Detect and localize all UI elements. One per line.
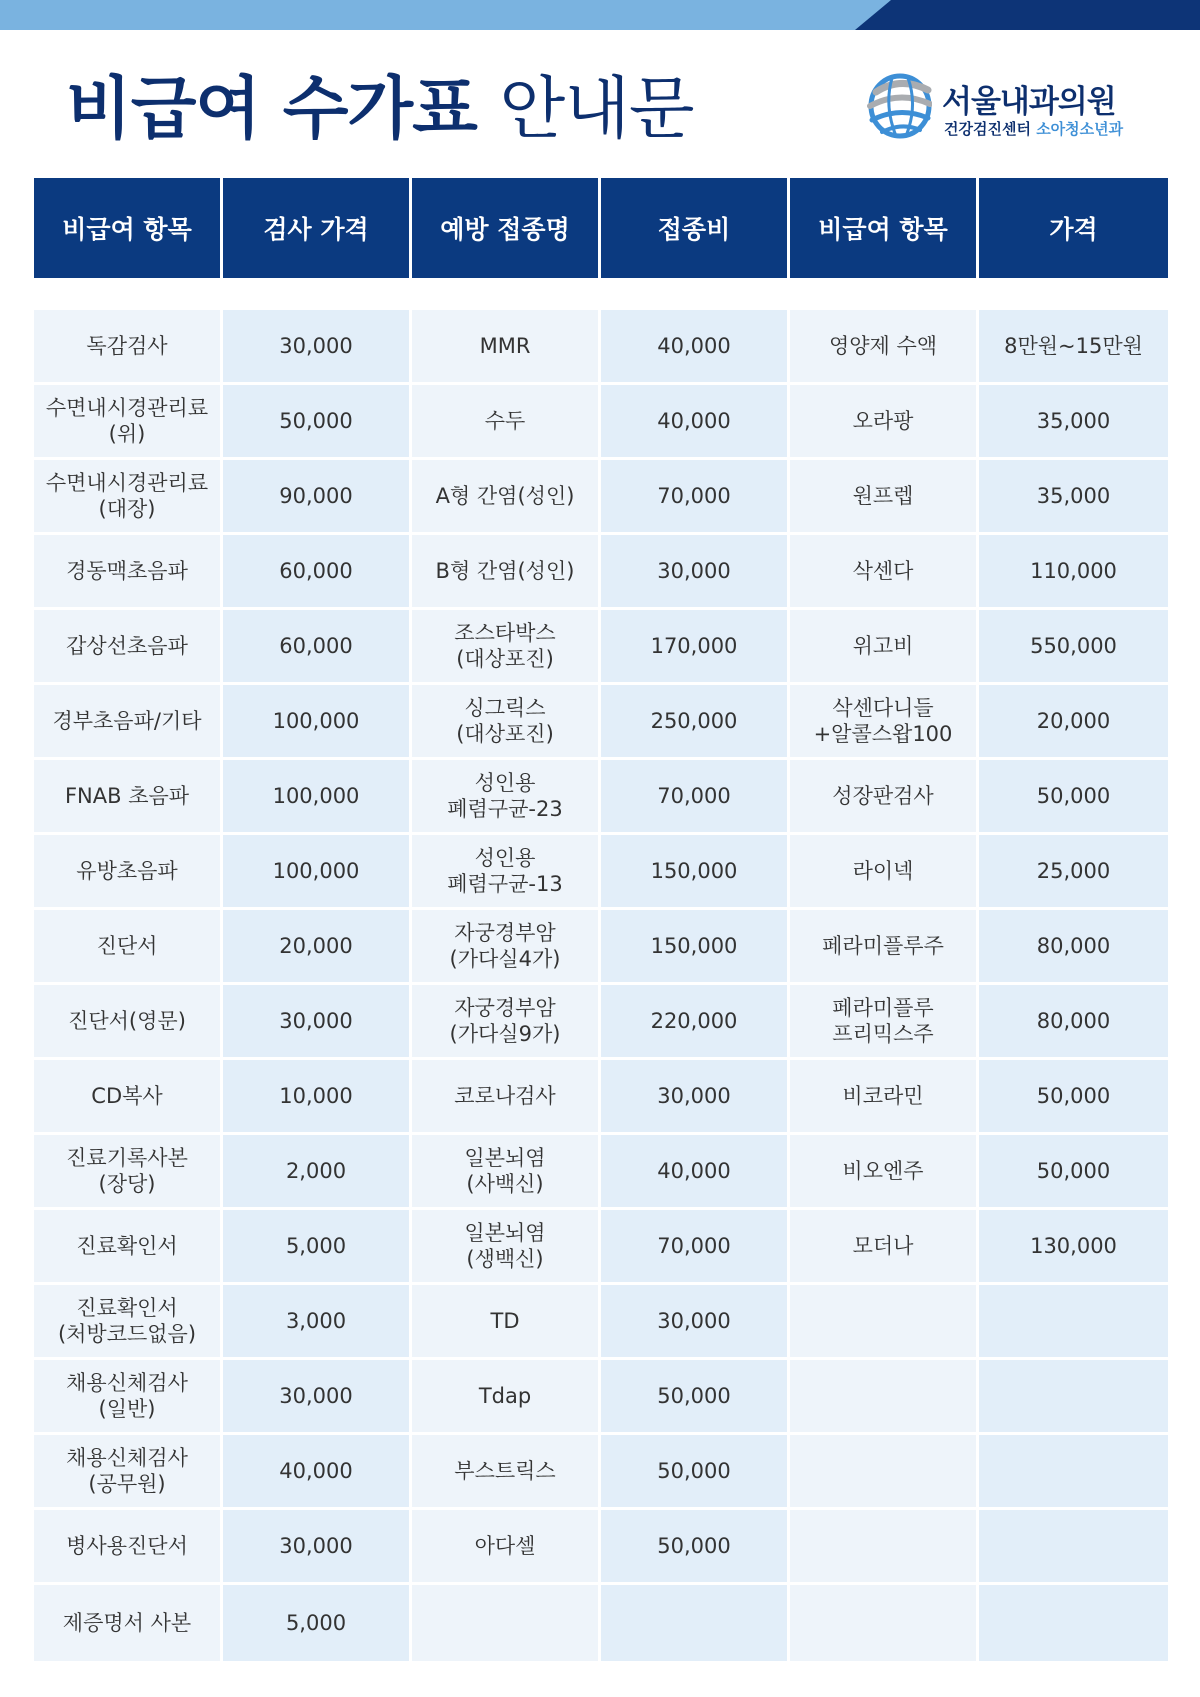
page-title-bold: 비급여 수가표 xyxy=(66,70,477,149)
table-row xyxy=(34,1210,1168,1285)
cell-item-name-2 xyxy=(790,1435,979,1510)
cell-price xyxy=(979,1585,1168,1664)
cell-price: 50,000 xyxy=(979,1135,1168,1210)
header-noncovered-item-2: 비급여 항목 xyxy=(790,178,979,278)
cell-item-name: 경부초음파/기타 xyxy=(34,685,223,760)
cell-price: 50,000 xyxy=(979,1060,1168,1135)
page-title-light: 안내문 xyxy=(499,70,694,149)
table-row xyxy=(34,1135,1168,1210)
cell-vaccine-fee: 70,000 xyxy=(601,760,790,835)
cell-test-price: 10,000 xyxy=(223,1060,412,1135)
cell-vaccine-fee: 40,000 xyxy=(601,310,790,385)
cell-vaccine-name: 싱그릭스 (대상포진) xyxy=(412,685,601,760)
cell-vaccine-name: 자궁경부암 (가다실9가) xyxy=(412,985,601,1060)
table-row xyxy=(34,1285,1168,1360)
cell-vaccine-name: TD xyxy=(412,1285,601,1360)
cell-test-price: 100,000 xyxy=(223,685,412,760)
cell-price xyxy=(979,1285,1168,1360)
cell-test-price: 30,000 xyxy=(223,1360,412,1435)
cell-item-name-2: 페라미플루 프리믹스주 xyxy=(790,985,979,1060)
cell-test-price: 60,000 xyxy=(223,535,412,610)
cell-vaccine-name: A형 간염(성인) xyxy=(412,460,601,535)
clinic-logo xyxy=(862,70,1182,146)
cell-vaccine-fee: 30,000 xyxy=(601,1285,790,1360)
cell-item-name: 독감검사 xyxy=(34,310,223,385)
cell-item-name-2: 원프렙 xyxy=(790,460,979,535)
table-row xyxy=(34,910,1168,985)
cell-vaccine-name: 자궁경부암 (가다실4가) xyxy=(412,910,601,985)
cell-price: 35,000 xyxy=(979,385,1168,460)
cell-item-name: 진료확인서 xyxy=(34,1210,223,1285)
cell-price: 25,000 xyxy=(979,835,1168,910)
cell-test-price: 30,000 xyxy=(223,985,412,1060)
cell-vaccine-name xyxy=(412,1585,601,1664)
cell-price xyxy=(979,1435,1168,1510)
cell-test-price: 60,000 xyxy=(223,610,412,685)
cell-test-price: 90,000 xyxy=(223,460,412,535)
cell-vaccine-fee: 40,000 xyxy=(601,385,790,460)
cell-item-name: 진료확인서 (처방코드없음) xyxy=(34,1285,223,1360)
header-test-price: 검사 가격 xyxy=(223,178,412,278)
cell-item-name-2 xyxy=(790,1360,979,1435)
cell-vaccine-fee: 70,000 xyxy=(601,1210,790,1285)
cell-vaccine-fee: 30,000 xyxy=(601,535,790,610)
cell-item-name-2: 비오엔주 xyxy=(790,1135,979,1210)
cell-item-name: 진단서 xyxy=(34,910,223,985)
cell-item-name-2 xyxy=(790,1585,979,1664)
cell-vaccine-name: 성인용 폐렴구균-23 xyxy=(412,760,601,835)
cell-test-price: 5,000 xyxy=(223,1210,412,1285)
cell-price: 20,000 xyxy=(979,685,1168,760)
clinic-subtitle xyxy=(944,118,1123,139)
clinic-subtitle-main: 건강검진센터 xyxy=(944,120,1031,138)
cell-vaccine-name: 수두 xyxy=(412,385,601,460)
cell-item-name: 제증명서 사본 xyxy=(34,1585,223,1664)
cell-test-price: 50,000 xyxy=(223,385,412,460)
table-body xyxy=(34,278,1168,1664)
cell-price: 110,000 xyxy=(979,535,1168,610)
cell-item-name: 갑상선초음파 xyxy=(34,610,223,685)
cell-item-name-2: 비코라민 xyxy=(790,1060,979,1135)
cell-test-price: 30,000 xyxy=(223,1510,412,1585)
table-row xyxy=(34,535,1168,610)
cell-item-name: 병사용진단서 xyxy=(34,1510,223,1585)
cell-vaccine-name: 아다셀 xyxy=(412,1510,601,1585)
header-vaccine-fee: 접종비 xyxy=(601,178,790,278)
cell-vaccine-fee xyxy=(601,1585,790,1664)
cell-item-name-2 xyxy=(790,1510,979,1585)
cell-item-name: 채용신체검사 (공무원) xyxy=(34,1435,223,1510)
cell-item-name: 경동맥초음파 xyxy=(34,535,223,610)
cell-item-name-2: 페라미플루주 xyxy=(790,910,979,985)
cell-vaccine-fee: 50,000 xyxy=(601,1360,790,1435)
cell-test-price: 2,000 xyxy=(223,1135,412,1210)
cell-item-name: 채용신체검사 (일반) xyxy=(34,1360,223,1435)
cell-price: 130,000 xyxy=(979,1210,1168,1285)
cell-item-name: 수면내시경관리료 (대장) xyxy=(34,460,223,535)
cell-test-price: 3,000 xyxy=(223,1285,412,1360)
header-gap-cell xyxy=(34,278,1168,310)
cell-test-price: 30,000 xyxy=(223,310,412,385)
cell-item-name-2: 위고비 xyxy=(790,610,979,685)
table-row xyxy=(34,1435,1168,1510)
cell-vaccine-name: 일본뇌염 (생백신) xyxy=(412,1210,601,1285)
table-row xyxy=(34,610,1168,685)
cell-vaccine-fee: 220,000 xyxy=(601,985,790,1060)
cell-item-name: 진단서(영문) xyxy=(34,985,223,1060)
table-row xyxy=(34,685,1168,760)
cell-vaccine-name: MMR xyxy=(412,310,601,385)
cell-vaccine-fee: 70,000 xyxy=(601,460,790,535)
cell-item-name-2: 영양제 수액 xyxy=(790,310,979,385)
cell-price: 50,000 xyxy=(979,760,1168,835)
table-row xyxy=(34,1510,1168,1585)
cell-item-name: 유방초음파 xyxy=(34,835,223,910)
cell-vaccine-fee: 50,000 xyxy=(601,1435,790,1510)
header-gap xyxy=(34,278,1168,310)
cell-price: 550,000 xyxy=(979,610,1168,685)
cell-price: 35,000 xyxy=(979,460,1168,535)
cell-test-price: 5,000 xyxy=(223,1585,412,1664)
globe-swoosh-icon xyxy=(862,70,932,142)
cell-test-price: 40,000 xyxy=(223,1435,412,1510)
cell-item-name: CD복사 xyxy=(34,1060,223,1135)
cell-item-name: FNAB 초음파 xyxy=(34,760,223,835)
cell-item-name-2: 삭센다 xyxy=(790,535,979,610)
cell-price xyxy=(979,1510,1168,1585)
header-noncovered-item: 비급여 항목 xyxy=(34,178,223,278)
cell-item-name-2: 삭센다니들 +알콜스왑100 xyxy=(790,685,979,760)
cell-vaccine-fee: 250,000 xyxy=(601,685,790,760)
table-row xyxy=(34,1585,1168,1664)
cell-vaccine-fee: 150,000 xyxy=(601,910,790,985)
cell-item-name-2 xyxy=(790,1285,979,1360)
cell-vaccine-name: 성인용 폐렴구균-13 xyxy=(412,835,601,910)
table-row xyxy=(34,760,1168,835)
table-header-row xyxy=(34,178,1168,278)
cell-item-name: 진료기록사본 (장당) xyxy=(34,1135,223,1210)
clinic-name: 서울내과의원 xyxy=(942,84,1116,120)
cell-vaccine-name: Tdap xyxy=(412,1360,601,1435)
cell-vaccine-name: 부스트릭스 xyxy=(412,1435,601,1510)
table-row xyxy=(34,1060,1168,1135)
cell-test-price: 100,000 xyxy=(223,760,412,835)
table-row xyxy=(34,310,1168,385)
table-row xyxy=(34,985,1168,1060)
top-accent-bar-dark xyxy=(855,0,1200,30)
cell-test-price: 20,000 xyxy=(223,910,412,985)
cell-test-price: 100,000 xyxy=(223,835,412,910)
cell-vaccine-name: 일본뇌염 (사백신) xyxy=(412,1135,601,1210)
cell-vaccine-name: B형 간염(성인) xyxy=(412,535,601,610)
cell-vaccine-name: 코로나검사 xyxy=(412,1060,601,1135)
cell-vaccine-fee: 40,000 xyxy=(601,1135,790,1210)
cell-item-name: 수면내시경관리료 (위) xyxy=(34,385,223,460)
cell-item-name-2: 오라팡 xyxy=(790,385,979,460)
table-row xyxy=(34,460,1168,535)
header-vaccine-name: 예방 접종명 xyxy=(412,178,601,278)
header-price: 가격 xyxy=(979,178,1168,278)
fee-table xyxy=(34,178,1168,1664)
cell-vaccine-fee: 30,000 xyxy=(601,1060,790,1135)
table-row xyxy=(34,385,1168,460)
cell-item-name-2: 라이넥 xyxy=(790,835,979,910)
cell-vaccine-fee: 150,000 xyxy=(601,835,790,910)
cell-price: 80,000 xyxy=(979,985,1168,1060)
cell-item-name-2: 모더나 xyxy=(790,1210,979,1285)
cell-vaccine-fee: 170,000 xyxy=(601,610,790,685)
cell-vaccine-name: 조스타박스 (대상포진) xyxy=(412,610,601,685)
cell-price: 80,000 xyxy=(979,910,1168,985)
page-title xyxy=(66,60,694,160)
cell-vaccine-fee: 50,000 xyxy=(601,1510,790,1585)
clinic-subtitle-accent: 소아청소년과 xyxy=(1036,120,1124,138)
table-row xyxy=(34,835,1168,910)
cell-price xyxy=(979,1360,1168,1435)
cell-price: 8만원~15만원 xyxy=(979,310,1168,385)
table-row xyxy=(34,1360,1168,1435)
cell-item-name-2: 성장판검사 xyxy=(790,760,979,835)
